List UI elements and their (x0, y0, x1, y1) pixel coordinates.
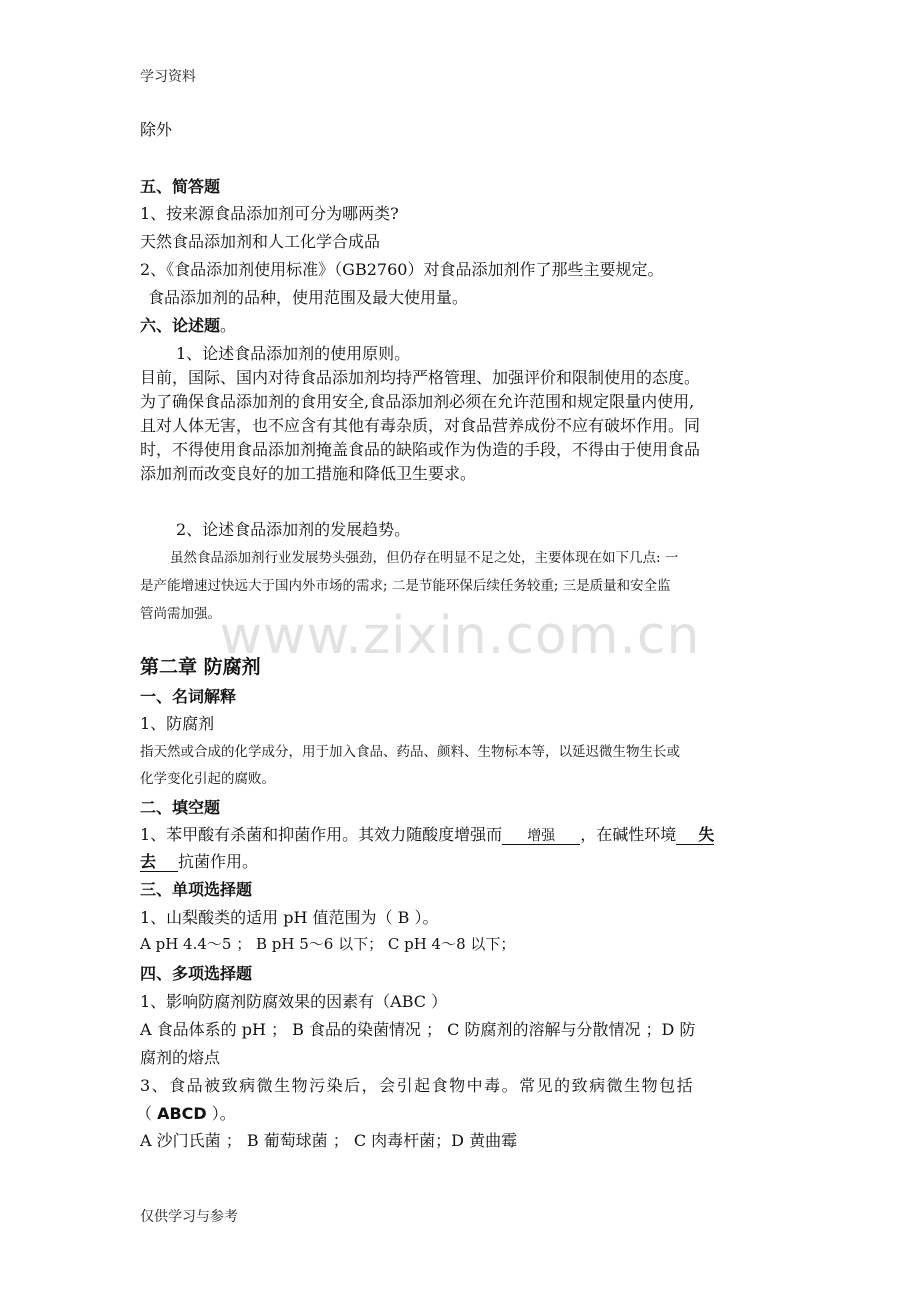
sec5-answer-1: 天然食品添加剂和人工化学合成品 (140, 232, 381, 251)
ch2-s4-question-3-answer (136, 1101, 236, 1124)
section-6-title (140, 313, 236, 336)
sec6-answer-1-line-4: 时，不得使用食品添加剂掩盖食品的缺陷或作为伪造的手段，不得由于使用食品 (140, 440, 701, 459)
watermark: www.zixin.com.cn (219, 606, 701, 666)
answer-open-paren: （ (136, 1104, 158, 1123)
ch2-s1-question-1: 1、防腐剂 (140, 714, 215, 733)
sec6-answer-2-line-2: 是产能增速过快远大于国内外市场的需求; 二是节能环保后续任务较重; 三是质量和安全监 (140, 578, 671, 594)
sec6-answer-1-line-2: 为了确保食品添加剂的食用安全,食品添加剂必须在允许范围和规定限量内使用, (140, 392, 695, 411)
sec6-answer-1-line-1: 目前，国际、国内对待食品添加剂均持严格管理、加强评价和限制使用的态度。 (140, 368, 701, 387)
sec6-question-1: 1、论述食品添加剂的使用原则。 (176, 344, 411, 363)
sec6-question-2: 2、论述食品添加剂的发展趋势。 (176, 520, 411, 539)
ch2-section-2-title: 二、填空题 (140, 798, 221, 817)
sec5-question-1: 1、按来源食品添加剂可分为哪两类? (140, 204, 399, 223)
answer-abcd: ABCD (157, 1104, 207, 1123)
ch2-s4-q1-options-line-1: A 食品体系的 pH ； B 食品的染菌情况 ； C 防腐剂的溶解与分散情况 ；D 防 (140, 1020, 696, 1039)
fill-blank-answer-2: 失 (676, 826, 714, 845)
ch2-s2-question-1-cont (140, 849, 258, 872)
answer-close-paren: ）。 (206, 1104, 236, 1123)
ch2-s3-options: A pH 4.4～5 ； B pH 5～6 以下； C pH 4～8 以下； (140, 935, 516, 953)
ch2-section-1-title: 一、名词解释 (140, 687, 237, 706)
previous-answer-tail: 除外 (140, 120, 173, 139)
page-footer: 仅供学习与参考 (140, 1209, 238, 1225)
section-6-title-text: 六、论述题 (140, 316, 221, 335)
ch2-s4-q3-options: A 沙门氏菌 ； B 葡萄球菌 ； C 肉毒杆菌；D 黄曲霉 (140, 1131, 518, 1150)
chapter-2-title: 第二章 防腐剂 (140, 656, 261, 678)
ch2-s1-answer-line-1: 指天然或合成的化学成分，用于加入食品、药品、颜料、生物标本等，以延迟微生物生长或 (140, 744, 680, 760)
ch2-s4-question-1: 1、影响防腐剂防腐效果的因素有（ABC ） (140, 992, 448, 1011)
fill-blank-text-1: 1、苯甲酸有杀菌和抑菌作用。其效力随酸度增强而 (140, 825, 503, 844)
page-header: 学习资料 (140, 69, 196, 85)
section-5-title: 五、简答题 (140, 177, 221, 196)
sec5-question-2: 2、《食品添加剂使用标准》（GB2760）对食品添加剂作了那些主要规定。 (140, 260, 664, 279)
ch2-s1-answer-line-2: 化学变化引起的腐败。 (140, 771, 275, 787)
ch2-section-3-title: 三、单项选择题 (140, 880, 253, 899)
sec6-answer-1-line-5: 添加剂而改变良好的加工措施和降低卫生要求。 (140, 464, 477, 483)
ch2-s2-question-1 (140, 822, 714, 845)
section-6-title-dot: 。 (220, 316, 237, 335)
sec5-answer-2: 食品添加剂的品种，使用范围及最大使用量。 (148, 288, 469, 307)
fill-blank-text-3: 抗菌作用。 (178, 852, 259, 871)
fill-blank-answer-1: 增强 (502, 829, 580, 845)
ch2-s4-q1-options-line-2: 腐剂的熔点 (140, 1048, 221, 1067)
ch2-s4-question-3: 3、食品被致病微生物污染后，会引起食物中毒。常见的致病微生物包括 (140, 1076, 695, 1095)
fill-blank-answer-2-cont: 去 (140, 853, 178, 872)
sec6-answer-2-line-3: 管尚需加强。 (140, 606, 221, 622)
fill-blank-text-2: ，在碱性环境 (580, 825, 677, 844)
sec6-answer-1-line-3: 且对人体无害，也不应含有其他有毒杂质，对食品营养成份不应有破坏作用。同 (140, 416, 701, 435)
ch2-s3-question-1: 1、山梨酸类的适用 pH 值范围为（ B ）。 (140, 908, 439, 927)
sec6-answer-2-line-1: 虽然食品添加剂行业发展势头强劲，但仍存在明显不足之处，主要体现在如下几点: 一 (170, 550, 679, 566)
ch2-section-4-title: 四、多项选择题 (140, 964, 253, 983)
